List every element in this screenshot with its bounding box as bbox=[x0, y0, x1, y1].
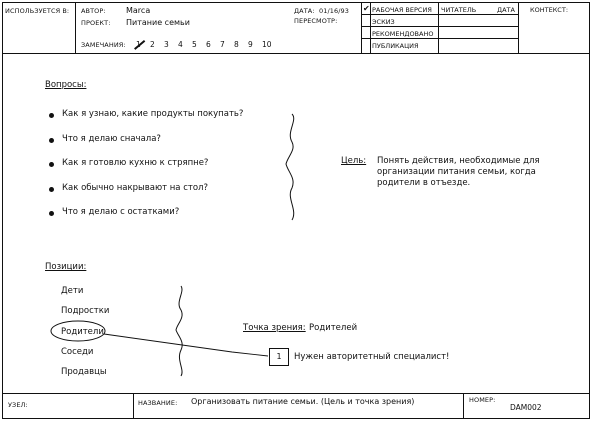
used-at-label: ИСПОЛЬЗУЕТСЯ В: bbox=[5, 7, 70, 15]
reader-date-label: ДАТА bbox=[497, 6, 515, 14]
note-number-10: 10 bbox=[262, 40, 272, 49]
goal-label: Цель: bbox=[341, 156, 367, 166]
question-2: Что я делаю сначала? bbox=[62, 134, 161, 144]
status-recommended: РЕКОМЕНДОВАНО bbox=[372, 30, 434, 38]
positions-heading: Позиции: bbox=[45, 262, 87, 272]
author-label: АВТОР: bbox=[81, 7, 106, 15]
goal-text-line: Понять действия, необходимые для bbox=[377, 156, 540, 166]
note-number-box bbox=[269, 348, 289, 366]
note-number-5: 5 bbox=[192, 40, 197, 49]
status-draft: ЭСКИЗ bbox=[372, 18, 395, 26]
reader-label: ЧИТАТЕЛЬ bbox=[441, 6, 477, 14]
note-number-8: 8 bbox=[234, 40, 239, 49]
date-value: 01/16/93 bbox=[319, 7, 349, 15]
check-mark-icon: ✔ bbox=[363, 4, 370, 13]
context-label: КОНТЕКСТ: bbox=[530, 6, 569, 14]
note-number-3: 3 bbox=[164, 40, 169, 49]
date-label: ДАТА: bbox=[294, 7, 315, 15]
note-number-7: 7 bbox=[220, 40, 225, 49]
connector-line bbox=[104, 334, 268, 356]
note-number-6: 6 bbox=[206, 40, 211, 49]
title-label: НАЗВАНИЕ: bbox=[138, 399, 178, 407]
note-number: 1 bbox=[276, 352, 282, 361]
question-5: Что я делаю с остатками? bbox=[62, 207, 180, 217]
questions-heading: Вопросы: bbox=[45, 80, 87, 90]
question-1: Как я узнаю, какие продукты покупать? bbox=[62, 109, 244, 119]
position-sellers: Продавцы bbox=[61, 367, 107, 377]
parents-circle-icon bbox=[51, 321, 105, 341]
viewpoint-value: Родителей bbox=[309, 323, 358, 333]
note-number-9: 9 bbox=[248, 40, 253, 49]
project-value: Питание семьи bbox=[126, 18, 190, 27]
node-label: УЗЕЛ: bbox=[8, 401, 28, 409]
note-number-4: 4 bbox=[178, 40, 183, 49]
project-label: ПРОЕКТ: bbox=[81, 19, 111, 27]
footer-divider-1 bbox=[133, 393, 134, 419]
diagram-title: Организовать питание семьи. (Цель и точка зрения) bbox=[191, 397, 415, 406]
number-label: НОМЕР: bbox=[469, 396, 496, 404]
question-3: Как я готовлю кухню к стряпне? bbox=[62, 158, 209, 168]
goal-text-line: организации питания семьи, когда bbox=[377, 167, 536, 177]
position-teens: Подростки bbox=[61, 306, 110, 316]
note-text: Нужен авторитетный специалист! bbox=[294, 352, 450, 362]
revision-label: ПЕРЕСМОТР: bbox=[294, 17, 338, 25]
footer-divider-2 bbox=[463, 393, 464, 419]
footer-top-border bbox=[2, 393, 590, 394]
viewpoint-label: Точка зрения: bbox=[243, 323, 306, 333]
status-working: РАБОЧАЯ ВЕРСИЯ bbox=[372, 6, 432, 14]
status-publication: ПУБЛИКАЦИЯ bbox=[372, 42, 419, 50]
question-4: Как обычно накрывают на стол? bbox=[62, 183, 208, 193]
author-value: Marca bbox=[126, 6, 151, 15]
position-neighbors: Соседи bbox=[61, 347, 94, 357]
position-parents: Родители bbox=[61, 327, 104, 337]
position-children: Дети bbox=[61, 286, 84, 296]
notes-label: ЗАМЕЧАНИЯ: bbox=[81, 41, 126, 49]
goal-text-line: родители в отъезде. bbox=[377, 178, 471, 188]
diagram-number: DAM002 bbox=[510, 403, 542, 412]
note-number-2: 2 bbox=[150, 40, 155, 49]
